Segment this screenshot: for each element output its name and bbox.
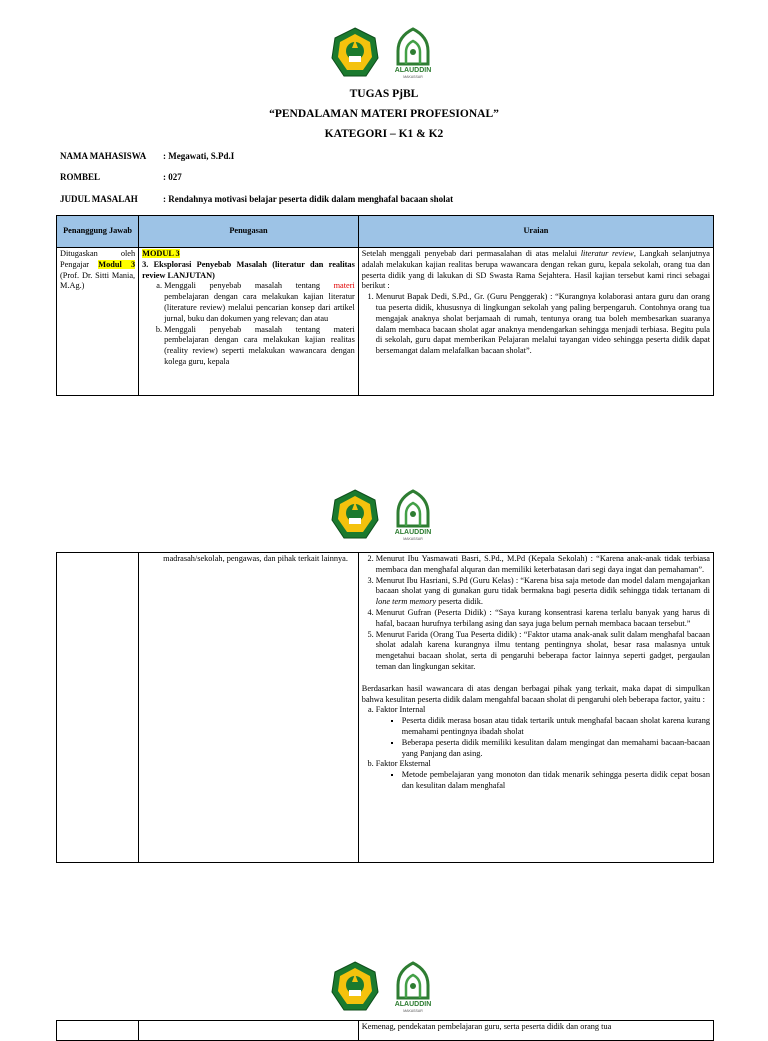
svg-text:ALAUDDIN: ALAUDDIN xyxy=(394,529,432,536)
penanggung-jawab-cell-cont xyxy=(57,553,139,863)
faktor-internal: a. Faktor Internal ▪ Peserta didik merasa bosan atau tidak tertarik untuk menghafal bacaan sholat karena kurang memahami pentingnya ibadah sholat ▪ Beberapa peserta didik memiliki kesulitan dalam mengingat dan memahami bacaan-bacaan yang Panjang dan asing. xyxy=(376,705,710,759)
page2-logos xyxy=(0,488,768,542)
faktor-eksternal-item: ▪ Metode pembelajaran yang monoton dan tidak menarik sehingga peserta didik cepat bosan dan kesulitan dalam menghafal xyxy=(402,770,710,792)
kemenag-emblem-icon xyxy=(330,488,380,542)
page3-logos xyxy=(0,960,768,1014)
faktor-internal-list xyxy=(376,716,710,759)
faktor-eksternal: b. Faktor Eksternal ▪ Metode pembelajaran yang monoton dan tidak menarik sehingga peserta didik cepat bosan dan kesulitan dalam menghafal xyxy=(376,759,710,791)
page3-partial-text: Kemenag, pendekatan pembelajaran guru, serta peserta didik dan orang tua xyxy=(358,1021,713,1041)
penugasan-cell-cont: madrasah/sekolah, pengawas, dan pihak terkait lainnya. xyxy=(139,553,359,863)
penugasan-item-b: b. Menggali penyebab masalah tentang materi pembelajaran dengan cara melakukan kajian realitas (reality review) seperti melakukan wawancara dengan kolega guru, kepala xyxy=(164,325,355,368)
svg-text:ALAUDDIN: ALAUDDIN xyxy=(394,67,432,74)
uin-alauddin-logo-icon xyxy=(388,488,438,542)
uraian-item-2: 2. Menurut Ibu Yasmawati Basri, S.Pd., M.Pd (Kepala Sekolah) : “Karena anak-anak tidak terbiasa membaca dan menghafal alquran dan memiliki keterbatasan dari segi daya ingat dan pemahaman”. xyxy=(376,554,710,576)
uin-alauddin-logo-icon xyxy=(388,960,438,1014)
rombel-label: ROMBEL xyxy=(60,172,101,182)
svg-text:ALAUDDIN: ALAUDDIN xyxy=(394,1001,432,1008)
kemenag-emblem-icon xyxy=(330,26,380,80)
uraian-item-3: 3. Menurut Ibu Hasriani, S.Pd (Guru Kelas) : “Karena bisa saja metode dan model dalam mengajarkan bacaan sholat yang di gunakan guru tidak bermakna bagi peserta didik sehingga tidak tertanam di lone term memory peserta didik. xyxy=(376,576,710,608)
nama-label: NAMA MAHASISWA xyxy=(60,151,147,161)
uraian-item-4: 4. Menurut Gufran (Peserta Didik) : “Saya kurang konsentrasi karena terlalu banyak yang harus di hafal, bacaan hurufnya terbilang asing dan saya juga belum pernah membaca bacaan tersebut.” xyxy=(376,608,710,630)
modul-highlight: Modul 3 xyxy=(98,259,136,269)
uraian-item-1: 1. Menurut Bapak Dedi, S.Pd., Gr. (Guru Penggerak) : “Kurangnya kolaborasi antara guru dan orang tua peserta didik, khususnya di lingkungan sekolah yang paling berpengaruh. Contohnya orang tua mengajak anaknya sholat berjamaah di rumah, tentunya orang tua boleh membesarkan suaranya dalam membaca bacaan sholat agar anaknya mendengarkan sehingga menjadi terbiasa. Begitu pula di sekolah, guru dapat memberikan Pelajaran melalui tayangan video sehingga peserta didik dapat bersemangat dalam melafalkan bacaan sholat”. xyxy=(376,292,710,357)
rombel-value: : 027 xyxy=(163,172,182,182)
judul-label: JUDUL MASALAH xyxy=(60,194,138,204)
uraian-cell xyxy=(358,248,713,396)
kemenag-emblem-icon xyxy=(330,960,380,1014)
uraian-intro: Setelah menggali penyebab dari permasalahan di atas melalui literatur review, Langkah selanjutnya adalah melakukan kajian realitas berupa wawancara dengan rekan guru, kepala sekolah, orang tua dan peserta didik yang di lakukan di SD Swasta Rama Sejahtera. Hasil kajian tersebut kami rinci sebagai berikut : xyxy=(361,249,710,291)
svg-text:MAKASSAR: MAKASSAR xyxy=(403,75,423,79)
page1-logos xyxy=(0,26,768,80)
header-penanggung-jawab: Penanggung Jawab xyxy=(57,216,139,248)
faktor-eksternal-list xyxy=(376,770,710,792)
task-table-page1 xyxy=(56,215,714,396)
uraian-list-cont xyxy=(362,554,710,673)
header-uraian: Uraian xyxy=(358,216,713,248)
nama-value: : Megawati, S.Pd.I xyxy=(163,151,235,161)
penugasan-cell xyxy=(139,248,359,396)
uraian-cell-cont xyxy=(358,553,713,863)
faktor-internal-item: ▪ Peserta didik merasa bosan atau tidak tertarik untuk menghafal bacaan sholat karena kurang memahami pentingnya ibadah sholat xyxy=(402,716,710,738)
header-line3: KATEGORI – K1 & K2 xyxy=(324,128,444,140)
task-table-page3 xyxy=(56,1020,714,1041)
meta-judul xyxy=(60,194,453,204)
uraian-summary: Berdasarkan hasil wawancara di atas dengan berbagai pihak yang terkait, maka dapat di simpulkan bahwa kesulitan peserta didik dalam mengahfal bacaan sholat di pengaruhi oleh beberapa factor, yaitu : xyxy=(361,683,710,704)
meta-nama xyxy=(60,151,234,161)
meta-rombel xyxy=(60,172,182,182)
penugasan-item-a: a. Menggali penyebab masalah tentang materi pembelajaran dengan cara melakukan kajian literatur (literature review) melalui pencarian konsep dari artikel jurnal, buku dan dokumen yang relevan; dan atau xyxy=(164,281,355,324)
step-title: 3. Eksplorasi Penyebab Masalah (literatur dan realitas review LANJUTAN) xyxy=(142,259,355,280)
penugasan-list xyxy=(142,281,355,367)
penanggung-jawab-cell: Ditugaskan oleh Pengajar Modul 3 (Prof. Dr. Sitti Mania, M.Ag.) xyxy=(57,248,139,396)
header-line2: “PENDALAMAN MATERI PROFESIONAL” xyxy=(269,108,499,120)
svg-text:MAKASSAR: MAKASSAR xyxy=(403,537,423,541)
judul-value: : Rendahnya motivasi belajar peserta didik dalam menghafal bacaan sholat xyxy=(163,194,454,204)
header-line1: TUGAS PjBL xyxy=(349,88,419,100)
uin-alauddin-logo-icon xyxy=(388,26,438,80)
svg-text:MAKASSAR: MAKASSAR xyxy=(403,1009,423,1013)
uraian-list xyxy=(362,292,710,357)
uraian-item-5: 5. Menurut Farida (Orang Tua Peserta didik) : “Faktor utama anak-anak sulit dalam menghafal bacaan sholat adalah karena kurangnya ilmu tentang pentingnya sholat, besar rasa malasnya untuk mengetahui bacaan sholat, serta di pengaruhi beberapa factor lainnya seperti gadget, pergaulan teman dan lingkungan sekitar. xyxy=(376,630,710,673)
task-table-page2 xyxy=(56,552,714,863)
faktor-internal-item: ▪ Beberapa peserta didik memiliki kesulitan dalam mengingat dan memahami bacaan-bacaan yang Panjang dan asing. xyxy=(402,738,710,760)
header-penugasan: Penugasan xyxy=(139,216,359,248)
modul-label: MODUL 3 xyxy=(142,249,180,258)
faktor-list xyxy=(362,705,710,791)
